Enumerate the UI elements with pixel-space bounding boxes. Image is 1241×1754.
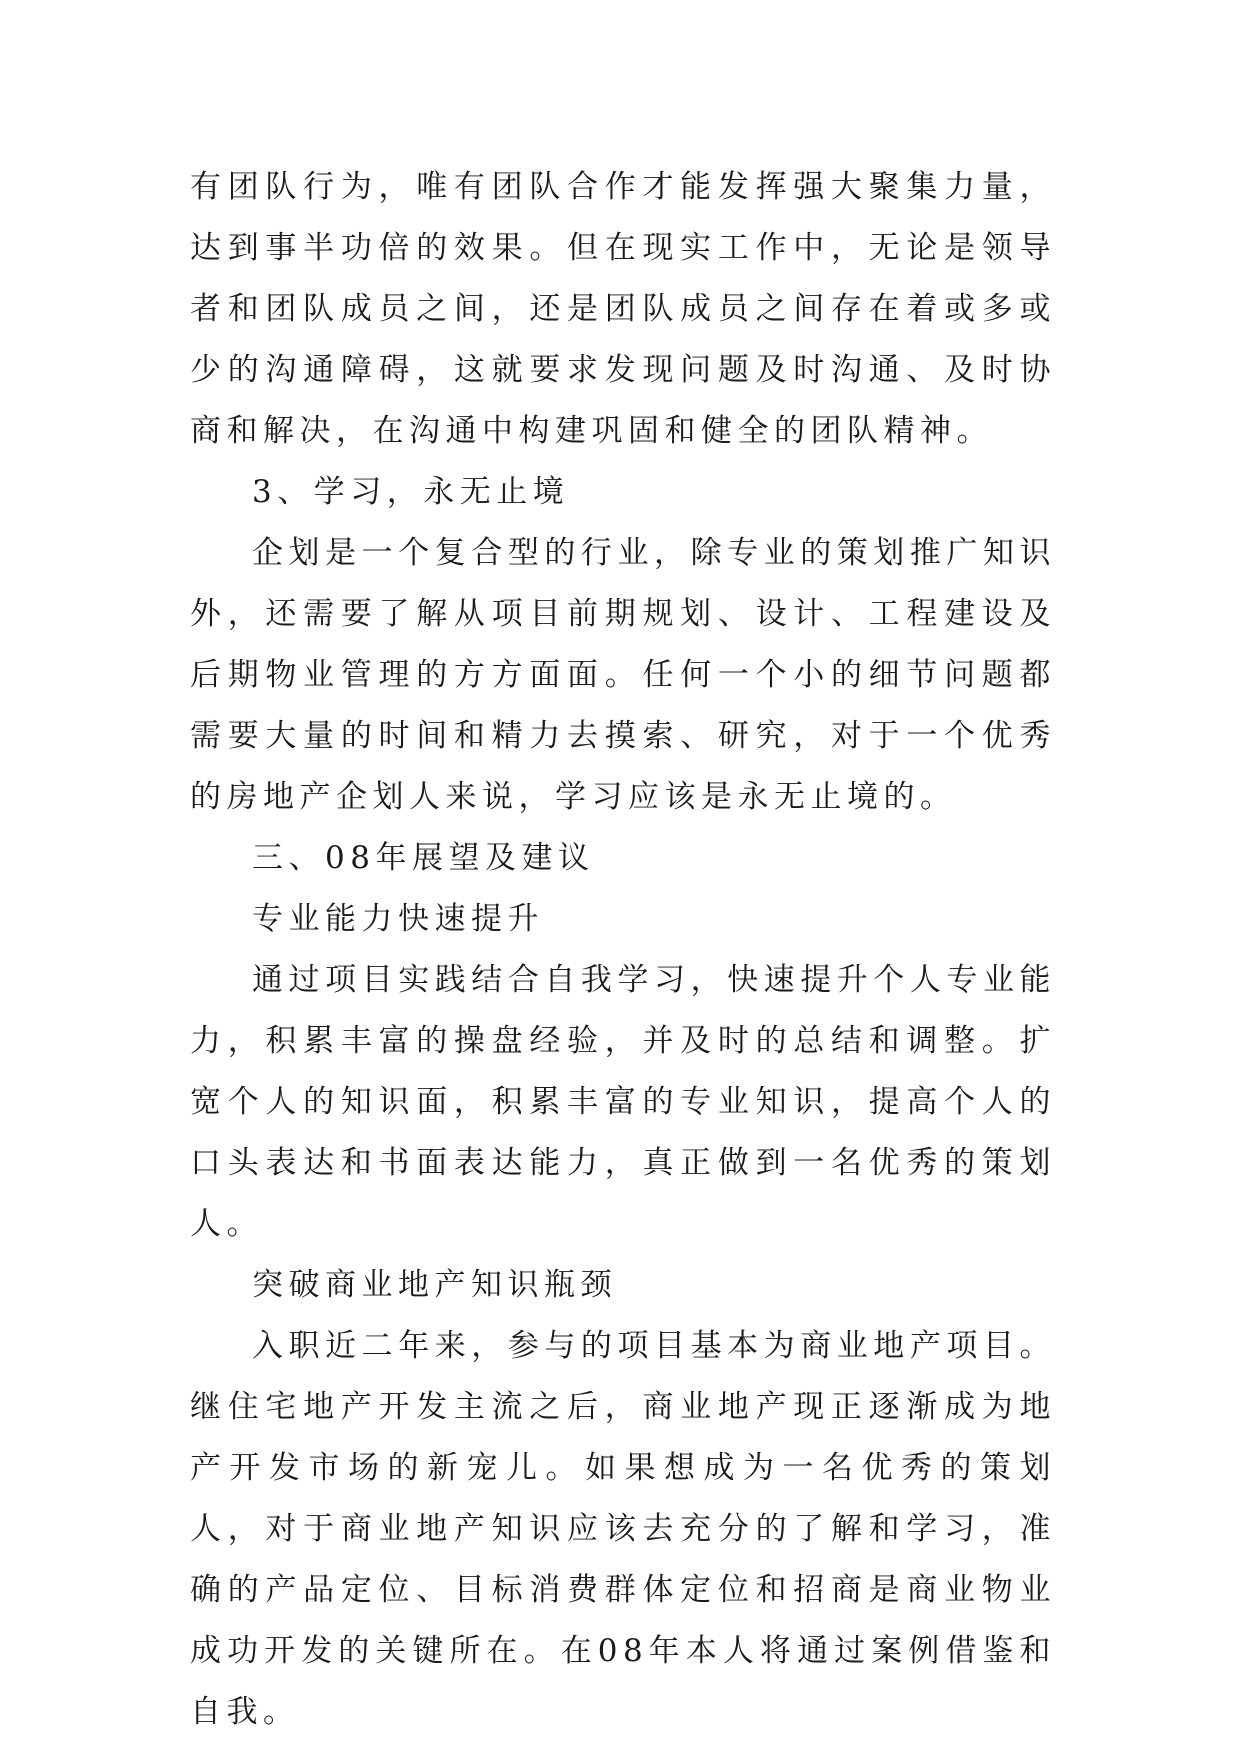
- section-heading-learning: 3、学习，永无止境: [252, 474, 570, 510]
- paragraph-professional-ability: 通过项目实践结合自我学习，快速提升个人专业能力，积累丰富的操盘经验，并及时的总结和调整。扩宽个人的知识面，积累丰富的专业知识，提高个人的口头表达和书面表达能力，真正做到一名优秀的策划人。: [190, 962, 1056, 1242]
- subheading-professional-ability: 专业能力快速提升: [252, 901, 544, 937]
- paragraph-learning: 企划是一个复合型的行业，除专业的策划推广知识外，还需要了解从项目前期规划、设计、工程建设及后期物业管理的方方面面。任何一个小的细节问题都需要大量的时间和精力去摸索、研究，对于一个优秀的房地产企划人来说，学习应该是永无止境的。: [190, 535, 1056, 815]
- subheading-commercial-real-estate: 突破商业地产知识瓶颈: [252, 1267, 617, 1303]
- document-body: [190, 157, 1056, 1743]
- paragraph-team-spirit: 有团队行为，唯有团队合作才能发挥强大聚集力量，达到事半功倍的效果。但在现实工作中，无论是领导者和团队成员之间，还是团队成员之间存在着或多或少的沟通障碍，这就要求发现问题及时沟通、及时协商和解决，在沟通中构建巩固和健全的团队精神。: [190, 169, 1056, 449]
- paragraph-commercial-real-estate: 入职近二年来，参与的项目基本为商业地产项目。继住宅地产开发主流之后，商业地产现正逐渐成为地产开发市场的新宠儿。如果想成为一名优秀的策划人，对于商业地产知识应该去充分的了解和学习，准确的产品定位、目标消费群体定位和招商是商业物业成功开发的关键所在。在08年本人将通过案例借鉴和自我。: [190, 1328, 1056, 1730]
- section-heading-outlook: 三、08年展望及建议: [252, 840, 595, 876]
